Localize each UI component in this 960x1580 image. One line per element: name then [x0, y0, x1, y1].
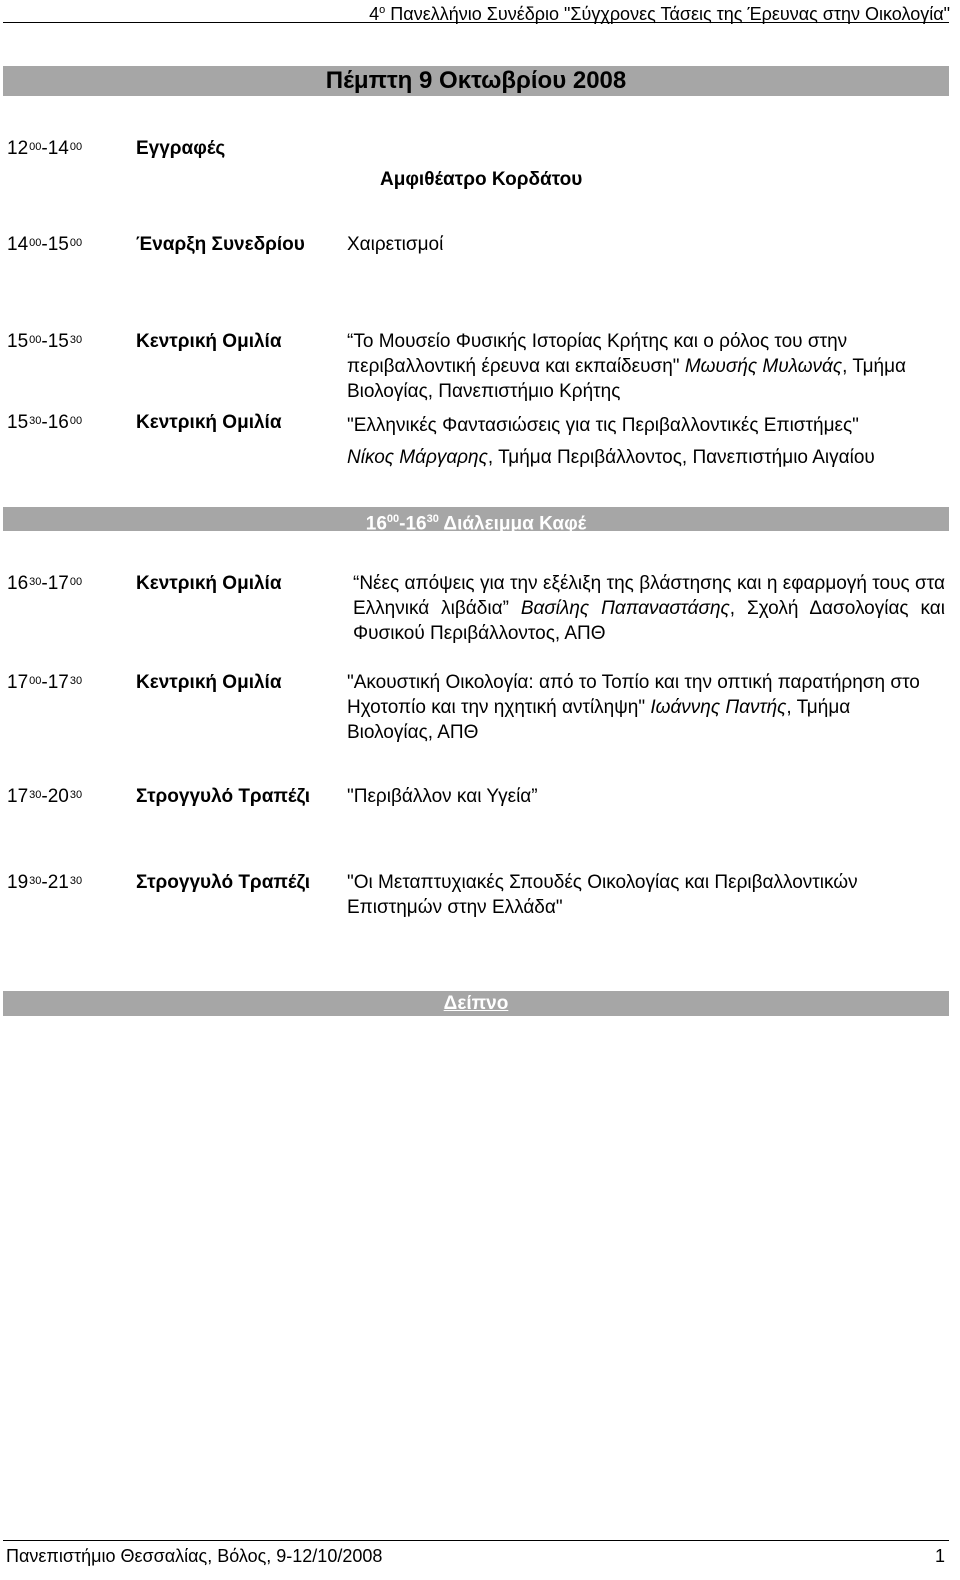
- event-description: "Ελληνικές Φαντασιώσεις για τις Περιβαλλοντικές Επιστήμες" Νίκος Μάργαρης, Τμήμα Περιβάλλοντος, Πανεπιστήμιο Αιγαίου: [347, 415, 875, 468]
- time-slot: $15^{00}-15^{30}$: [7, 331, 83, 352]
- conference-number: 4: [369, 4, 380, 24]
- event-type: Εγγραφές: [136, 138, 226, 159]
- event-type: Κεντρική Ομιλία: [136, 573, 282, 594]
- time-slot: $17^{00}-17^{30}$: [7, 672, 83, 693]
- event-type: Στρογγυλό Τραπέζι: [136, 872, 311, 893]
- speaker-name: Νίκος Μάργαρης: [347, 447, 488, 468]
- time-slot: $14^{00}-15^{00}$: [7, 234, 83, 255]
- event-description: "Ακουστική Οικολογία: από το Τοπίο και την οπτική παρατήρηση στο Ηχοτοπίο και την ηχητική αντίληψη" Ιωάννης Παντής, Τμήμα Βιολογίας, ΑΠΘ: [347, 672, 920, 743]
- event-type: Κεντρική Ομιλία: [136, 672, 282, 693]
- event-type: Στρογγυλό Τραπέζι: [136, 786, 311, 807]
- event-type: Κεντρική Ομιλία: [136, 331, 282, 352]
- footer-divider: [3, 1540, 949, 1541]
- coffee-break-bar: $16^{00}-16^{30}$ Διάλειμμα Καφέ: [3, 507, 949, 531]
- document-header: [0, 0, 950, 24]
- conference-title: Πανελλήνιο Συνέδριο "Σύγχρονες Τάσεις της Έρευνας στην Οικολογία": [385, 4, 950, 24]
- venue: Αμφιθέατρο Κορδάτου: [380, 169, 583, 190]
- event-type: Έναρξη Συνεδρίου: [136, 234, 305, 255]
- time-slot: $15^{30}-16^{00}$: [7, 412, 83, 433]
- speaker-name: Μωυσής Μυλωνάς: [684, 356, 843, 377]
- event-description: Χαιρετισμοί: [347, 234, 444, 255]
- event-description: “Το Μουσείο Φυσικής Ιστορίας Κρήτης και ο ρόλος του στην περιβαλλοντική έρευνα και εκπαίδευση" Μωυσής Μυλωνάς, Τμήμα Βιολογίας, Πανεπιστήμιο Κρήτης: [347, 331, 907, 402]
- footer-text: Πανεπιστήμιο Θεσσαλίας, Βόλος, 9-12/10/2008: [6, 1546, 383, 1566]
- ordinal-suffix: ο: [379, 4, 386, 16]
- page-number: 1: [934, 1546, 945, 1566]
- time-slot: $12^{00}-14^{00}$: [7, 138, 83, 159]
- header-divider: [3, 22, 949, 23]
- time-slot: $19^{30}-21^{30}$: [7, 872, 83, 893]
- day-title: Πέμπτη 9 Οκτωβρίου 2008: [3, 66, 949, 96]
- dinner-bar: Δείπνο: [3, 991, 949, 1016]
- event-description: “Νέες απόψεις για την εξέλιξη της βλάστησης και η εφαρμογή τους στα Ελληνικά λιβάδια” Βασίλης Παπαναστάσης, Σχολή Δασολογίας και Φυσικού Περιβάλλοντος, ΑΠΘ: [353, 573, 945, 644]
- speaker-name: Ιωάννης Παντής: [650, 697, 787, 718]
- speaker-name: Βασίλης Παπαναστάσης: [520, 598, 730, 619]
- time-slot: $17^{30}-20^{30}$: [7, 786, 83, 807]
- event-type: Κεντρική Ομιλία: [136, 412, 282, 433]
- event-description: "Περιβάλλον και Υγεία”: [347, 786, 538, 807]
- event-description: "Οι Μεταπτυχιακές Σπουδές Οικολογίας και Περιβαλλοντικών Επιστημών στην Ελλάδα": [347, 872, 858, 918]
- time-slot: $16^{30}-17^{00}$: [7, 573, 83, 594]
